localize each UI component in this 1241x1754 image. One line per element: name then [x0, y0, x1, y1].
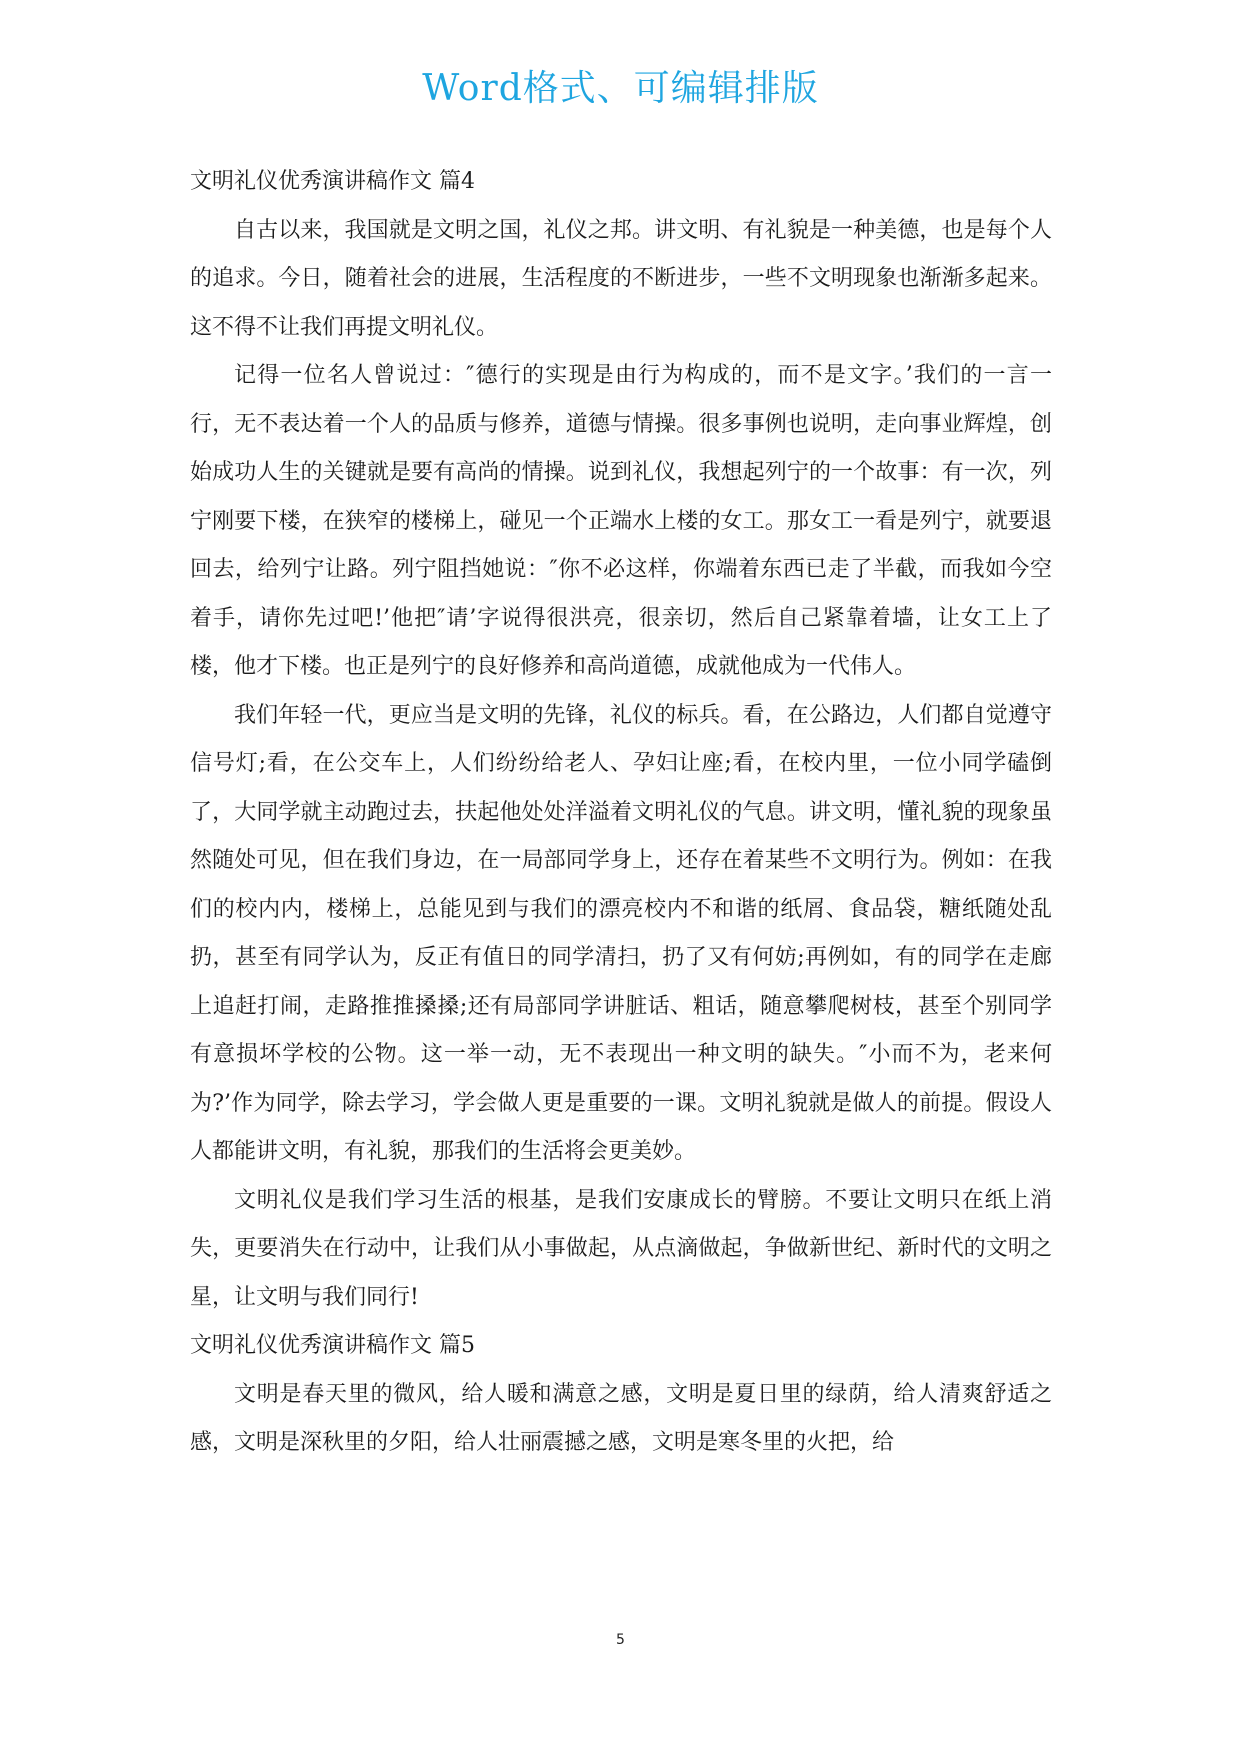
- section-heading: 文明礼仪优秀演讲稿作文 篇5: [190, 1333, 475, 1358]
- paragraph: 我们年轻一代，更应当是文明的先锋，礼仪的标兵。看，在公路边，人们都自觉遵守信号灯;看，在公交车上，人们纷纷给老人、孕妇让座;看，在校内里，一位小同学磕倒了，大同学就主动跑过去，扶起他处处洋溢着文明礼仪的气息。讲文明，懂礼貌的现象虽然随处可见，但在我们身边，在一局部同学身上，还存在着某些不文明行为。例如：在我们的校内内，楼梯上，总能见到与我们的漂亮校内不和谐的纸屑、食品袋，糖纸随处乱扔，甚至有同学认为，反正有值日的同学清扫，扔了又有何妨;再例如，有的同学在走廊上追赶打闹，走路推推搡搡;还有局部同学讲脏话、粗话，随意攀爬树枝，甚至个别同学有意损坏学校的公物。这一举一动，无不表现出一种文明的缺失。″小而不为，老来何为?’作为同学，除去学习，学会做人更是重要的一课。文明礼貌就是做人的前提。假设人人都能讲文明，有礼貌，那我们的生活将会更美妙。: [190, 702, 1052, 1164]
- paragraph: 记得一位名人曾说过：″德行的实现是由行为构成的，而不是文字。’我们的一言一行，无不表达着一个人的品质与修养，道德与情操。很多事例也说明，走向事业辉煌，创始成功人生的关键就是要有高尚的情操。说到礼仪，我想起列宁的一个故事：有一次，列宁刚要下楼，在狭窄的楼梯上，碰见一个正端水上楼的女工。那女工一看是列宁，就要退回去，给列宁让路。列宁阻挡她说：″你不必这样，你端着东西已走了半截，而我如今空着手，请你先过吧!’他把″请’字说得很洪亮，很亲切，然后自己紧靠着墙，让女工上了楼，他才下楼。也正是列宁的良好修养和高尚道德，成就他成为一代伟人。: [190, 363, 1052, 679]
- section-5: [190, 1322, 1052, 1468]
- paragraph: 文明礼仪是我们学习生活的根基，是我们安康成长的臂膀。不要让文明只在纸上消失，更要消失在行动中，让我们从小事做起，从点滴做起，争做新世纪、新时代的文明之星，让文明与我们同行!: [190, 1187, 1052, 1310]
- section-4: [190, 158, 1052, 1322]
- paragraph: 文明是春天里的微风，给人暖和满意之感，文明是夏日里的绿荫，给人清爽舒适之感，文明是深秋里的夕阳，给人壮丽震撼之感，文明是寒冬里的火把，给: [190, 1381, 1052, 1455]
- paragraph: 自古以来，我国就是文明之国，礼仪之邦。讲文明、有礼貌是一种美德，也是每个人的追求。今日，随着社会的进展，生活程度的不断进步，一些不文明现象也渐渐多起来。这不得不让我们再提文明礼仪。: [190, 217, 1052, 340]
- page-number: 5: [616, 1632, 625, 1648]
- document-body: [190, 158, 1052, 1468]
- section-heading: 文明礼仪优秀演讲稿作文 篇4: [190, 169, 475, 194]
- document-header-title: Word格式、可编辑排版: [422, 68, 819, 109]
